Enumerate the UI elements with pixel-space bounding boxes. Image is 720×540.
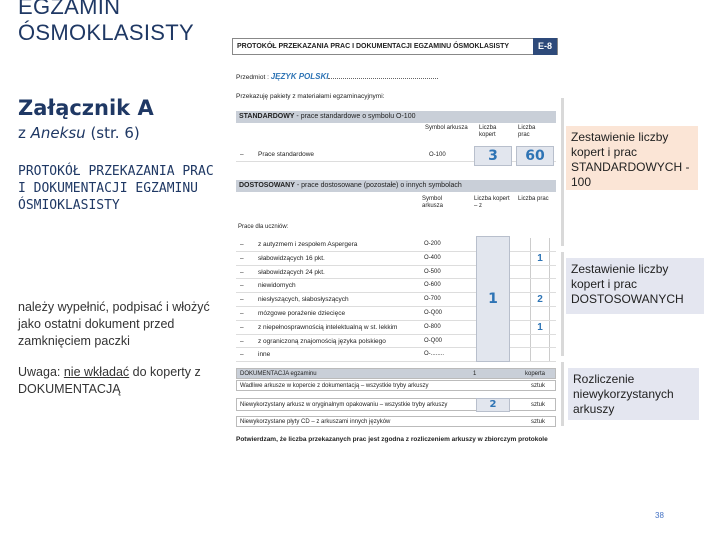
standard-band-bold: STANDARDOWY <box>239 113 295 120</box>
standard-row-dash: – <box>240 151 244 158</box>
standard-prac-box: 60 <box>516 146 554 166</box>
dostosowany-row-code: O-700 <box>424 296 441 303</box>
fill-note: należy wypełnić, podpisać i włożyć jako ostatni dokument przed zamknięciem paczki <box>18 300 210 348</box>
warning-note <box>18 364 223 398</box>
dostosowany-row-label: niewidomych <box>258 282 296 290</box>
form-header <box>232 38 558 55</box>
dostosowany-row-label: mózgowe porażenie dziecięce <box>258 310 346 317</box>
callout-dostosowany: Zestawienie liczby kopert i prac DOSTOSOWANYCH <box>566 258 704 314</box>
standard-band-rest: - prace standardowe o symbolu O-100 <box>294 113 416 120</box>
dostosowany-row-label: z niepełnosprawnością intelektualną w st. lekkim <box>258 323 398 331</box>
attachment-title: Załącznik A <box>18 96 154 120</box>
dostosowany-row-dash: – <box>240 268 244 276</box>
page-number: 38 <box>655 511 664 520</box>
dostosowany-row-dash: – <box>240 241 244 248</box>
form-confirm: Potwierdzam, że liczba przekazanych prac jest zgodna z rozliczeniem arkuszy w zbiorczym protokole <box>236 436 548 443</box>
dostosowany-col-kopert: Liczba kopert – z <box>474 196 510 209</box>
dostosowany-col-prac: Liczba prac <box>518 196 549 202</box>
docs-row-label: DOKUMENTACJA egzaminu <box>240 371 317 377</box>
defective-row-label: Wadliwe arkusze w kopercie z dokumentacją – wszystkie tryby arkuszy <box>240 383 429 389</box>
dostosowany-row-dash: – <box>240 296 244 304</box>
form-subject-label: Przedmiot : <box>236 74 269 81</box>
dostosowany-row-dash: – <box>240 337 244 345</box>
standard-col-kopert: Liczba kopert <box>479 125 497 138</box>
dostosowany-band <box>236 180 556 192</box>
attachment-sub-italic: Aneksu <box>30 124 86 142</box>
dostosowany-row-count: 1 <box>530 252 550 265</box>
standard-col-prac: Liczba prac <box>518 125 536 138</box>
dostosowany-row-count: 1 <box>530 321 550 334</box>
callout-rozliczenie: Rozliczenie niewykorzystanych arkuszy <box>568 368 699 420</box>
standard-col-symbol: Symbol arkusza <box>425 125 468 131</box>
form-instruction: Przekazuję pakiety z materiałami egzaminacyjnymi: <box>236 93 385 100</box>
dostosowany-row-label: niesłyszących, słabosłyszących <box>258 296 349 304</box>
dostosowany-row-code: O-500 <box>424 268 441 275</box>
dostosowany-row-label: słabowidzących 24 pkt. <box>258 268 325 276</box>
warning-prefix: Uwaga: <box>18 365 64 379</box>
standard-kopert-box: 3 <box>474 146 512 166</box>
dostosowany-row-dash: – <box>240 310 244 317</box>
dostosowany-row-dash: – <box>240 254 244 262</box>
warning-suffix: do koperty z DOKUMENTACJĄ <box>18 365 201 396</box>
dostosowany-row-code: O-800 <box>424 323 441 330</box>
dostosowany-row-code: O-Q00 <box>424 337 443 344</box>
dostosowany-row-count <box>530 266 550 279</box>
dostosowany-row-label: słabowidzących 16 pkt. <box>258 254 325 262</box>
unused-row-unit: sztuk <box>530 402 545 408</box>
separator-standard <box>561 98 564 246</box>
dostosowany-row-dash: – <box>240 351 244 359</box>
cd-row <box>236 416 556 427</box>
dostosowany-row-count <box>530 238 550 251</box>
dostosowany-band-rest: - prace dostosowane (pozostałe) o innych symbolach <box>294 182 462 189</box>
dostosowany-row-count <box>530 335 550 348</box>
form-subject-value: JĘZYK POLSKI <box>270 72 329 81</box>
protocol-form <box>232 38 558 450</box>
standard-row-label: Prace standardowe <box>258 151 315 158</box>
dostosowany-row-code: O-Q00 <box>424 310 443 316</box>
separator-rozliczenie <box>561 362 564 426</box>
attachment-sub-prefix: z <box>18 124 26 142</box>
attachment-subtitle <box>18 124 140 142</box>
form-header-title: PROTOKÓŁ PRZEKAZANIA PRAC I DOKUMENTACJI EGZAMINU ÓSMOKLASISTY <box>237 43 510 50</box>
dostosowany-col-symbol: Symbol arkusza <box>422 196 444 209</box>
protocol-caption: PROTOKÓŁ PRZEKAZANIA PRAC I DOKUMENTACJI EGZAMINU ÓSMIOKLASISTY <box>18 164 214 213</box>
form-subject <box>236 72 438 81</box>
defective-row-unit: sztuk <box>530 383 545 389</box>
dostosowany-subhead: Prace dla uczniów: <box>238 224 289 230</box>
dostosowany-row-dash: – <box>240 323 244 331</box>
slide-title-line2: ÓSMOKLASISTY <box>18 20 194 45</box>
dostosowany-row-label: z autyzmem i zespołem Aspergera <box>258 241 358 248</box>
unused-count-box: 2 <box>476 398 510 412</box>
docs-row <box>236 368 556 379</box>
slide-title <box>18 0 194 46</box>
slide-title-line1: EGZAMIN <box>18 0 121 19</box>
dostosowany-row-count <box>530 279 550 292</box>
dostosowany-row-code: O-600 <box>424 282 441 289</box>
dostosowany-row-code: O-200 <box>424 241 441 247</box>
cd-row-unit: sztuk <box>530 419 545 425</box>
defective-row <box>236 380 556 391</box>
dostosowany-band-bold: DOSTOSOWANY <box>239 182 295 189</box>
docs-row-unit: koperta <box>524 371 545 377</box>
dostosowany-row-count <box>530 307 550 320</box>
cd-row-label: Niewykorzystane płyty CD – z arkuszami innych języków <box>240 419 391 425</box>
unused-row-label: Niewykorzystany arkusz w oryginalnym opakowaniu – wszystkie tryby arkuszy <box>240 402 448 408</box>
dostosowany-row-label: z ograniczoną znajomością języka polskiego <box>258 337 386 345</box>
dostosowany-row-code: O-........ <box>424 351 445 358</box>
standard-row-code: O-100 <box>429 152 446 158</box>
form-subject-dots <box>328 78 438 79</box>
dostosowany-row-dash: – <box>240 282 244 290</box>
dostosowany-row-code: O-400 <box>424 254 441 261</box>
callout-standard: Zestawienie liczby kopert i prac STANDARDOWYCH - 100 <box>566 126 698 190</box>
docs-row-count: 1 <box>473 371 477 377</box>
form-header-code: E-8 <box>533 38 557 55</box>
dostosowany-row-count: 2 <box>530 293 550 306</box>
warning-underlined: nie wkładać <box>63 365 130 379</box>
dostosowany-row-count <box>530 348 550 361</box>
attachment-sub-suffix: (str. 6) <box>90 124 140 142</box>
dostosowany-row-label: inne <box>258 351 271 359</box>
standard-band <box>236 111 556 123</box>
separator-dostosowany <box>561 252 564 356</box>
dostosowany-kopert-box: 1 <box>476 236 510 362</box>
